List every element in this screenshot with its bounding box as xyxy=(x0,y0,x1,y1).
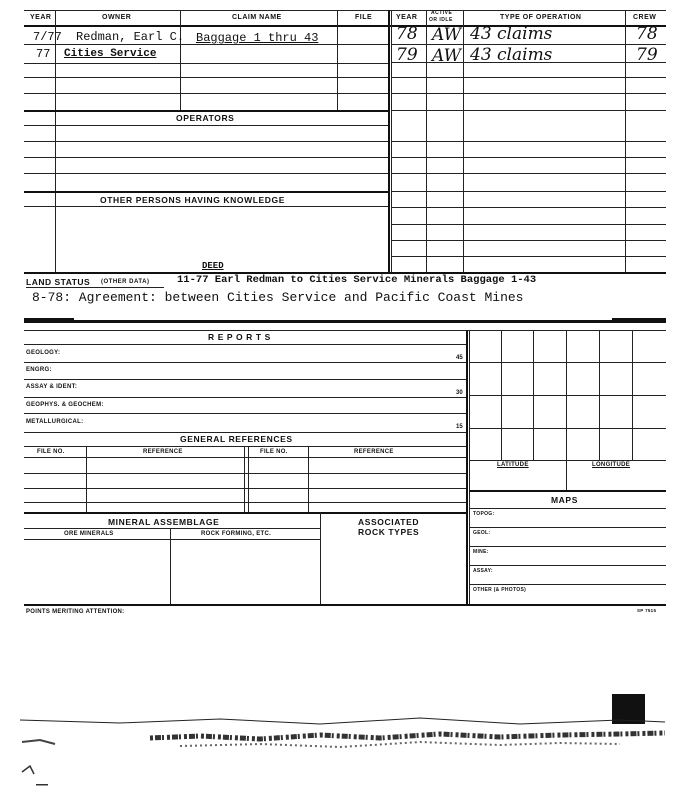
form-code: SP 7515 xyxy=(637,608,657,613)
header-file: FILE xyxy=(355,14,373,21)
associated-rock-line1: ASSOCIATED xyxy=(358,517,420,527)
owner-row-1-owner: Redman, Earl C. xyxy=(76,30,185,44)
report-assay-num: 30 xyxy=(456,390,463,396)
header-year-2: YEAR xyxy=(396,14,418,21)
report-geophys: GEOPHYS. & GEOCHEM: xyxy=(26,402,104,408)
ref-file-no-2: FILE NO. xyxy=(260,449,288,455)
map-other: OTHER (& PHOTOS) xyxy=(473,587,527,593)
header-crew: CREW xyxy=(633,14,657,21)
deed-label: DEED xyxy=(202,261,224,271)
mineral-assemblage-title: MINERAL ASSEMBLAGE xyxy=(108,517,220,527)
op-row-2-status: AW xyxy=(432,46,462,66)
map-topog: TOPOG: xyxy=(473,511,495,517)
op-row-2-crew: 79 xyxy=(636,45,658,65)
section-divider xyxy=(24,320,666,323)
reports-title: R E P O R T S xyxy=(208,332,271,342)
report-metallurgical-num: 15 xyxy=(456,424,463,430)
report-assay: ASSAY & IDENT: xyxy=(26,384,78,390)
associated-rock-line2: ROCK TYPES xyxy=(358,527,420,537)
header-claim-name: CLAIM NAME xyxy=(232,14,282,21)
ref-reference-1: REFERENCE xyxy=(143,449,183,455)
header-active-line2: OR IDLE xyxy=(429,17,453,23)
op-row-2-type: 43 claims xyxy=(470,45,553,65)
header-type-of-operation: TYPE OF OPERATION xyxy=(500,14,582,21)
land-status-line1: 11-77 Earl Redman to Cities Service Minerals Baggage 1-43 xyxy=(177,274,537,286)
ref-reference-2: REFERENCE xyxy=(354,449,394,455)
map-assay: ASSAY: xyxy=(473,568,493,574)
report-geology: GEOLOGY: xyxy=(26,350,61,356)
land-status-line2: 8-78: Agreement: between Cities Service and Pacific Coast Mines xyxy=(32,290,524,305)
op-row-1-status: AW xyxy=(432,25,462,45)
land-status-sublabel: (OTHER DATA) xyxy=(101,279,150,285)
header-owner: OWNER xyxy=(102,14,132,21)
land-status-label: LAND STATUS xyxy=(26,277,91,287)
op-row-2-year: 79 xyxy=(396,45,418,65)
maps-title: MAPS xyxy=(551,495,578,505)
report-metallurgical: METALLURGICAL: xyxy=(26,419,84,425)
owner-row-1-year: 7/77 xyxy=(33,30,62,44)
op-row-1-type: 43 claims xyxy=(470,24,553,44)
op-row-1-year: 78 xyxy=(396,24,418,44)
map-geol: GEOL: xyxy=(473,530,491,536)
other-persons-title: OTHER PERSONS HAVING KNOWLEDGE xyxy=(100,195,286,205)
ref-file-no-1: FILE NO. xyxy=(37,449,65,455)
op-row-1-crew: 78 xyxy=(636,24,658,44)
header-year: YEAR xyxy=(30,14,52,21)
rock-forming-label: ROCK FORMING, ETC. xyxy=(201,531,272,537)
scan-noise-band xyxy=(0,690,678,807)
report-geology-num: 45 xyxy=(456,355,463,361)
general-references-title: GENERAL REFERENCES xyxy=(180,434,293,444)
operators-title: OPERATORS xyxy=(176,113,235,123)
latitude-label: LATITUDE xyxy=(497,462,529,468)
points-meriting-attention: POINTS MERITING ATTENTION: xyxy=(26,609,125,615)
owner-row-2-year: 77 xyxy=(36,47,51,61)
map-mine: MINE: xyxy=(473,549,489,555)
owner-row-1-claim: Baggage 1 thru 43 xyxy=(196,31,319,45)
longitude-label: LONGITUDE xyxy=(592,462,631,468)
ore-minerals-label: ORE MINERALS xyxy=(64,531,114,537)
header-active-line1: ACTIVE xyxy=(431,10,453,16)
report-engrg: ENGRG: xyxy=(26,367,52,373)
owner-row-2-owner: Cities Service xyxy=(64,48,157,60)
